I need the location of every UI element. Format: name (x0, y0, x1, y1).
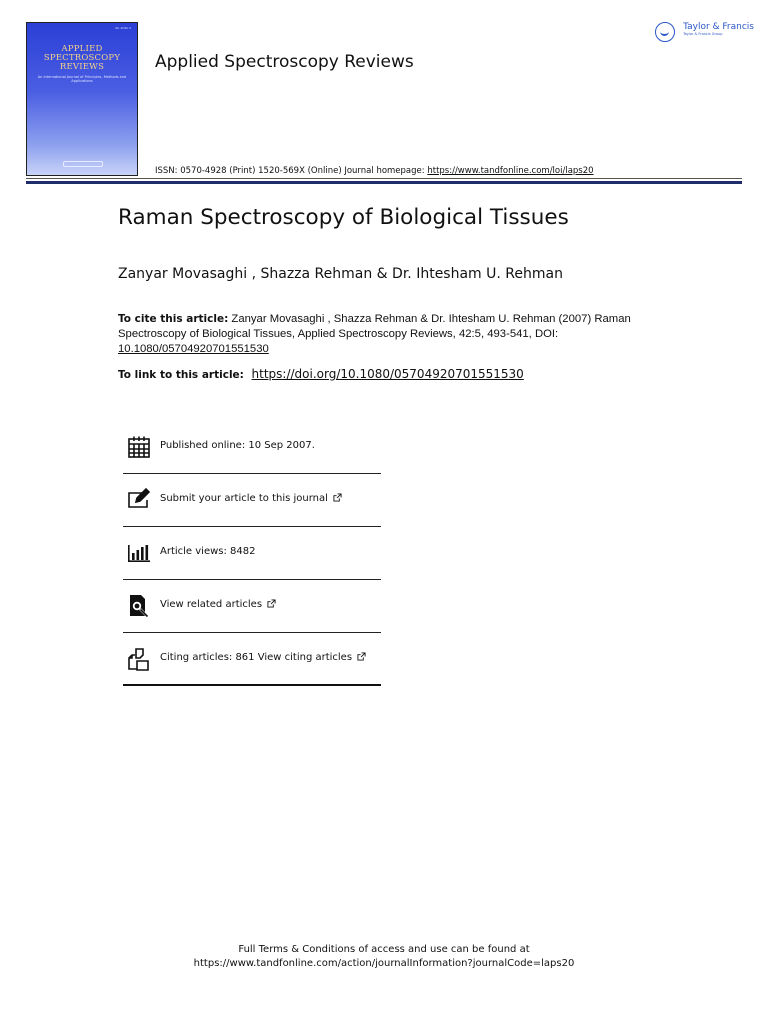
publisher-wave-icon (655, 22, 675, 42)
submit-row[interactable] (123, 474, 381, 527)
citation-block (118, 312, 658, 357)
issn-text: ISSN: 0570-4928 (Print) 1520-569X (Online) Journal homepage: (155, 166, 428, 176)
edit-icon (127, 488, 151, 512)
related-articles-label: View related articles (160, 599, 263, 610)
footer-terms-text: Full Terms & Conditions of access and use can be found at (238, 944, 530, 955)
cover-subtitle: An International Journal of Principles, Methods and Applications (37, 75, 127, 83)
link-label: To link to this article: (118, 369, 244, 381)
article-authors: Zanyar Movasaghi , Shazza Rehman & Dr. Ihtesham U. Rehman (118, 266, 563, 282)
cover-publisher-logo (63, 161, 103, 167)
citing-articles-link[interactable] (160, 652, 366, 663)
views-row (123, 527, 381, 580)
header-rule-thin (26, 178, 742, 179)
submit-article-link[interactable] (160, 493, 342, 504)
published-row (123, 421, 381, 474)
article-info-list (123, 421, 381, 686)
calendar-icon (127, 435, 151, 459)
article-views: Article views: 8482 (160, 546, 256, 557)
cite-label: To cite this article: (118, 313, 229, 325)
citing-documents-icon (127, 647, 151, 671)
bar-chart-icon (127, 541, 151, 565)
article-title: Raman Spectroscopy of Biological Tissues (118, 205, 569, 230)
journal-cover (26, 22, 138, 176)
publisher-logo[interactable] (655, 22, 754, 42)
journal-title: Applied Spectroscopy Reviews (155, 52, 414, 72)
publisher-group: Taylor & Francis Group (683, 32, 723, 36)
article-doi-link[interactable]: https://doi.org/10.1080/05704920701551530 (251, 367, 524, 381)
cover-title-line-1: APPLIED (61, 44, 103, 54)
article-link-line (118, 367, 524, 381)
journal-homepage-link[interactable]: https://www.tandfonline.com/loi/laps20 (427, 166, 594, 176)
citing-articles-label: Citing articles: 861 View citing articles (160, 652, 353, 663)
cite-doi-link[interactable]: 10.1080/05704920701551530 (118, 343, 269, 355)
external-link-icon (357, 652, 366, 661)
publisher-name: Taylor & Francis (683, 22, 754, 32)
header-rule-thick (26, 181, 742, 184)
search-document-icon (127, 594, 151, 618)
published-date: Published online: 10 Sep 2007. (160, 440, 315, 451)
external-link-icon (333, 493, 342, 502)
submit-article-label: Submit your article to this journal (160, 493, 328, 504)
cover-volume: Vol. 42 No. 5 (115, 27, 131, 30)
citing-row[interactable] (123, 633, 381, 686)
footer-terms-url[interactable]: https://www.tandfonline.com/action/journalInformation?journalCode=laps20 (193, 958, 575, 969)
cover-title-line-2: SPECTROSCOPY (43, 53, 121, 63)
issn-line (155, 166, 594, 176)
related-articles-link[interactable] (160, 599, 276, 610)
external-link-icon (267, 599, 276, 608)
footer (0, 943, 768, 971)
cover-title-line-3: REVIEWS (59, 62, 105, 72)
cite-text: Zanyar Movasaghi , Shazza Rehman & Dr. Ihtesham U. Rehman (2007) Raman Spectroscopy of Biological Tissues, Applied Spectroscopy Reviews, 42:5, 493-541, DOI: (118, 313, 631, 340)
related-row[interactable] (123, 580, 381, 633)
